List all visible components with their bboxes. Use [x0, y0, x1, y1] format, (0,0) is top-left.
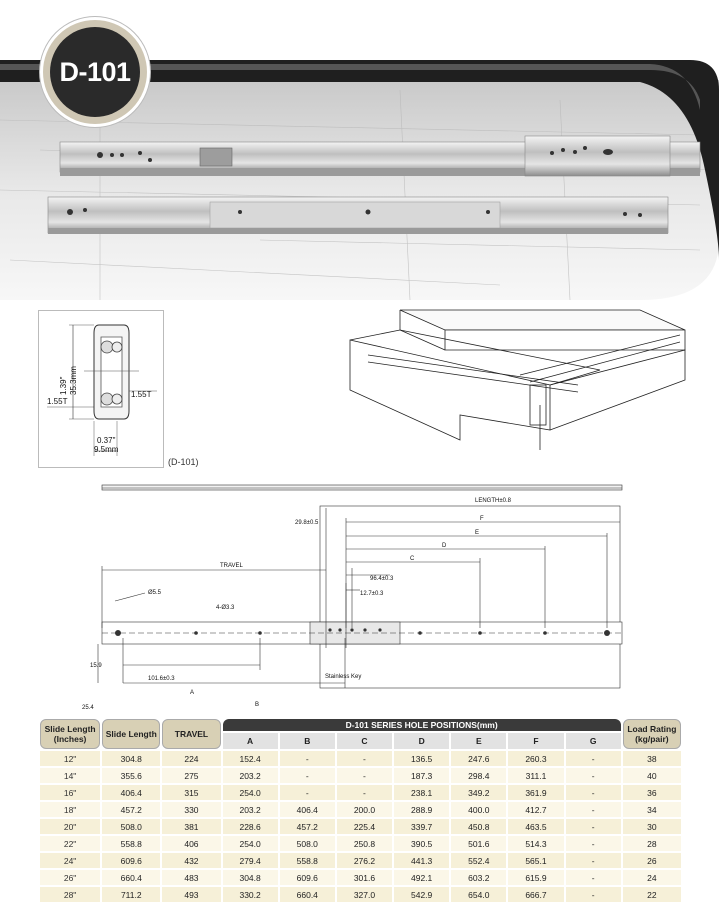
table-cell: 276.2 — [337, 853, 392, 868]
table-cell: 26" — [40, 870, 100, 885]
table-cell: 187.3 — [394, 768, 449, 783]
hole-position-table — [38, 717, 683, 904]
table-cell: 238.1 — [394, 785, 449, 800]
dim-letter-c: C — [410, 556, 415, 562]
table-row — [40, 870, 681, 885]
table-cell: 508.0 — [102, 819, 160, 834]
table-cell: 36 — [623, 785, 681, 800]
table-cell: 200.0 — [337, 802, 392, 817]
col-header-slide-length: Slide Length — [102, 719, 160, 749]
table-cell: - — [566, 802, 621, 817]
table-cell: - — [280, 751, 335, 766]
col-header-f: F — [508, 733, 563, 749]
table-cell: - — [566, 785, 621, 800]
table-cell: 450.8 — [451, 819, 506, 834]
table-cell: 24 — [623, 870, 681, 885]
table-cell: - — [566, 751, 621, 766]
table-cell: 315 — [162, 785, 220, 800]
table-cell: 224 — [162, 751, 220, 766]
table-row — [40, 768, 681, 783]
table-cell: - — [566, 819, 621, 834]
table-cell: 28" — [40, 887, 100, 902]
table-cell: 152.4 — [223, 751, 278, 766]
table-row — [40, 836, 681, 851]
table-cell: 457.2 — [280, 819, 335, 834]
dim-letter-e: E — [475, 530, 480, 536]
table-cell: - — [280, 785, 335, 800]
table-cell: 463.5 — [508, 819, 563, 834]
left-dim2-label: 25.4 — [82, 705, 94, 711]
table-cell: 311.1 — [508, 768, 563, 783]
table-cell: 298.4 — [451, 768, 506, 783]
table-cell: 711.2 — [102, 887, 160, 902]
table-row — [40, 819, 681, 834]
table-cell: 406.4 — [280, 802, 335, 817]
table-row — [40, 853, 681, 868]
col-header-d: D — [394, 733, 449, 749]
col-header-c: C — [337, 733, 392, 749]
hole-diameter-label: Ø5.5 — [148, 590, 162, 596]
technical-drawing — [82, 478, 635, 711]
table-cell: 28 — [623, 836, 681, 851]
table-cell: 406.4 — [102, 785, 160, 800]
table-cell: 22 — [623, 887, 681, 902]
table-cell: 339.7 — [394, 819, 449, 834]
table-cell: - — [337, 751, 392, 766]
table-cell: 349.2 — [451, 785, 506, 800]
height-mm-label: 35.3mm — [69, 366, 78, 395]
col-header-e: E — [451, 733, 506, 749]
table-cell: 304.8 — [223, 870, 278, 885]
side-left-label: 1.55T — [47, 397, 68, 406]
table-cell: - — [566, 768, 621, 783]
table-cell: 225.4 — [337, 819, 392, 834]
dim-letter-d: D — [442, 543, 447, 549]
col-header-a: A — [223, 733, 278, 749]
table-cell: 24" — [40, 853, 100, 868]
height-inch-label: 1.39" — [59, 376, 68, 395]
dim-letter-a: A — [190, 690, 195, 696]
col-header-load-rating: Load Rating (kg/pair) — [623, 719, 681, 749]
table-cell: 16" — [40, 785, 100, 800]
stainless-key-label: Stainless Key — [325, 674, 362, 680]
table-cell: 390.5 — [394, 836, 449, 851]
table-cell: 260.3 — [508, 751, 563, 766]
table-cell: 12" — [40, 751, 100, 766]
table-cell: 330 — [162, 802, 220, 817]
table-cell: 136.5 — [394, 751, 449, 766]
table-cell: 14" — [40, 768, 100, 783]
table-cell: 330.2 — [223, 887, 278, 902]
table-cell: 615.9 — [508, 870, 563, 885]
table-cell: 40 — [623, 768, 681, 783]
table-cell: 203.2 — [223, 802, 278, 817]
table-cell: 288.9 — [394, 802, 449, 817]
table-cell: - — [566, 887, 621, 902]
table-row — [40, 802, 681, 817]
table-cell: 501.6 — [451, 836, 506, 851]
col-header-slide-length-inches: Slide Length (Inches) — [40, 719, 100, 749]
table-cell: - — [566, 836, 621, 851]
table-cell: 304.8 — [102, 751, 160, 766]
profile-cross-section — [39, 311, 163, 467]
model-badge — [40, 17, 150, 127]
table-cell: 275 — [162, 768, 220, 783]
table-cell: 247.6 — [451, 751, 506, 766]
table-cell: 558.8 — [102, 836, 160, 851]
table-cell: 18" — [40, 802, 100, 817]
col-group-hole-positions: D-101 SERIES HOLE POSITIONS(mm) — [223, 719, 621, 731]
table-cell: 508.0 — [280, 836, 335, 851]
table-cell: 30 — [623, 819, 681, 834]
dim-letter-f: F — [480, 516, 484, 522]
table-cell: 603.2 — [451, 870, 506, 885]
table-cell: 361.9 — [508, 785, 563, 800]
table-cell: 514.3 — [508, 836, 563, 851]
table-cell: 20" — [40, 819, 100, 834]
table-cell: 483 — [162, 870, 220, 885]
table-cell: 228.6 — [223, 819, 278, 834]
table-cell: 38 — [623, 751, 681, 766]
dim-letter-b: B — [255, 702, 260, 708]
table-cell: 609.6 — [102, 853, 160, 868]
table-cell: - — [566, 870, 621, 885]
small-hole-label: 4-Ø3.3 — [216, 605, 235, 611]
width-inch-label: 0.37" — [97, 436, 116, 445]
table-cell: 660.4 — [102, 870, 160, 885]
table-cell: 327.0 — [337, 887, 392, 902]
table-cell: 542.9 — [394, 887, 449, 902]
table-cell: 654.0 — [451, 887, 506, 902]
table-cell: 400.0 — [451, 802, 506, 817]
profile-model-tag: (D-101) — [168, 457, 199, 467]
left-dim-label: 15.9 — [90, 663, 102, 669]
length-label: LENGTH±0.8 — [475, 498, 511, 504]
table-cell: 22" — [40, 836, 100, 851]
table-cell: - — [566, 853, 621, 868]
table-cell: 381 — [162, 819, 220, 834]
table-cell: 492.1 — [394, 870, 449, 885]
table-cell: 552.4 — [451, 853, 506, 868]
table-row — [40, 751, 681, 766]
spacing-12-label: 12.7±0.3 — [360, 591, 384, 597]
drawer-installation-illustration — [340, 310, 685, 460]
col-header-g: G — [566, 733, 621, 749]
table-cell: 203.2 — [223, 768, 278, 783]
side-right-label: 1.55T — [131, 390, 152, 399]
table-cell: 493 — [162, 887, 220, 902]
table-cell: 26 — [623, 853, 681, 868]
table-cell: 609.6 — [280, 870, 335, 885]
table-cell: - — [280, 768, 335, 783]
col-header-travel: TRAVEL — [162, 719, 220, 749]
table-cell: 666.7 — [508, 887, 563, 902]
model-title: D-101 — [50, 27, 140, 117]
table-cell: 355.6 — [102, 768, 160, 783]
table-body — [40, 751, 681, 902]
table-cell: 432 — [162, 853, 220, 868]
width-mm-label: 9.5mm — [94, 445, 119, 454]
table-row — [40, 785, 681, 800]
table-cell: - — [337, 785, 392, 800]
table-cell: 279.4 — [223, 853, 278, 868]
table-cell: 34 — [623, 802, 681, 817]
profile-section-box — [38, 310, 164, 468]
table-cell: 254.0 — [223, 836, 278, 851]
table-cell: - — [337, 768, 392, 783]
table-cell: 254.0 — [223, 785, 278, 800]
table-cell: 457.2 — [102, 802, 160, 817]
table-cell: 558.8 — [280, 853, 335, 868]
table-cell: 565.1 — [508, 853, 563, 868]
table-cell: 412.7 — [508, 802, 563, 817]
col-header-b: B — [280, 733, 335, 749]
offset-label: 29.8±0.5 — [295, 520, 319, 526]
table-cell: 301.6 — [337, 870, 392, 885]
table-cell: 406 — [162, 836, 220, 851]
table-cell: 660.4 — [280, 887, 335, 902]
pitch-label: 101.6±0.3 — [148, 676, 175, 682]
table-cell: 250.8 — [337, 836, 392, 851]
travel-label: TRAVEL — [220, 563, 243, 569]
table-cell: 441.3 — [394, 853, 449, 868]
spacing-96-label: 96.4±0.3 — [370, 576, 394, 582]
table-row — [40, 887, 681, 902]
